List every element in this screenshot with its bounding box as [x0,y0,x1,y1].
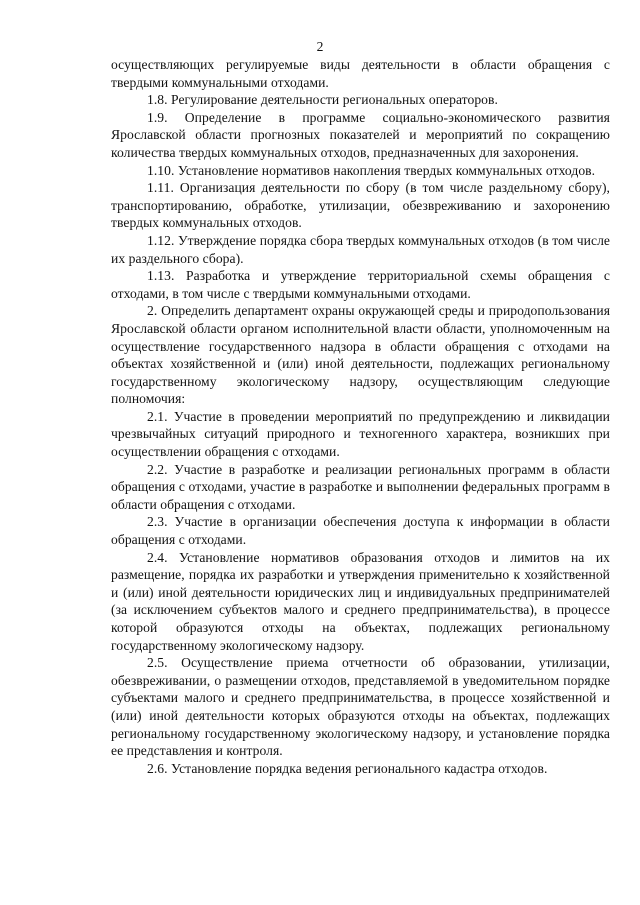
paragraph-2-3: 2.3. Участие в организации обеспечения доступа к информации в области обращения с отходами. [111,514,610,548]
paragraph-2-2: 2.2. Участие в разработке и реализации региональных программ в области обращения с отходами, участие в разработке и выполнении федеральных программ в области обращения с отходами. [111,461,610,512]
paragraph-2-4: 2.4. Установление нормативов образования отходов и лимитов на их размещение, порядка их разработки и утверждения применительно к хозяйственной и (или) иной деятельности юридических лиц и индивидуальных предпринимателей (за исключением субъектов малого и среднего предпринимательства), в процессе которой образуются отходы на объектах, подлежащих региональному государственному экологическому надзору. [111,549,610,653]
paragraph-2-6: 2.6. Установление порядка ведения регионального кадастра отходов. [147,760,548,776]
paragraph-2-1: 2.1. Участие в проведении мероприятий по предупреждению и ликвидации чрезвычайных ситуаций природного и техногенного характера, возникших при осуществлении обращения с отходами. [111,408,610,460]
paragraph-2-5: 2.5. Осуществление приема отчетности об образовании, утилизации, обезвреживании, о размещении отходов, представляемой в уведомительном порядке субъектами малого и среднего предпринимательства, в процессе хозяйственной и (или) иной деятельности которых образуются отходы на объектах, подлежащих региональному государственному экологическому надзору, и установление порядка ее представления и контроля. [111,655,610,759]
paragraph-1-10: 1.10. Установление нормативов накопления твердых коммунальных отходов. [147,162,596,178]
paragraph-1-11: 1.11. Организация деятельности по сбору (в том числе раздельному сбору), транспортированию, обработке, утилизации, обезвреживанию и захоронению твердых коммунальных отходов. [111,180,610,231]
paragraph-1-8: 1.8. Регулирование деятельности региональных операторов. [147,92,498,108]
paragraph-1-13: 1.13. Разработка и утверждение территориальной схемы обращения с отходами, в том числе с твердыми коммунальными отходами. [111,268,610,301]
paragraph-1-9: 1.9. Определение в программе социально-экономического развития Ярославской области прогнозных показателей и мероприятий по сокращению количества твердых коммунальных отходов, предназначенных для захоронения. [111,109,610,160]
page-number: 2 [316,39,324,54]
paragraph-continuation: осуществляющих регулируемые виды деятельности в области обращения с твердыми коммунальными отходами. [111,57,610,90]
paragraph-2: 2. Определить департамент охраны окружающей среды и природопользования Ярославской области органом исполнительной власти области, уполномоченным на осуществление государственного надзора в области обращения с отходами на объектах хозяйственной и (или) иной деятельности, подлежащих региональному государственному экологическому надзору, осуществляющим следующие полномочия: [111,303,610,407]
paragraph-1-12: 1.12. Утверждение порядка сбора твердых коммунальных отходов (в том числе их раздельного сбора). [111,232,610,266]
document-body [111,56,610,777]
